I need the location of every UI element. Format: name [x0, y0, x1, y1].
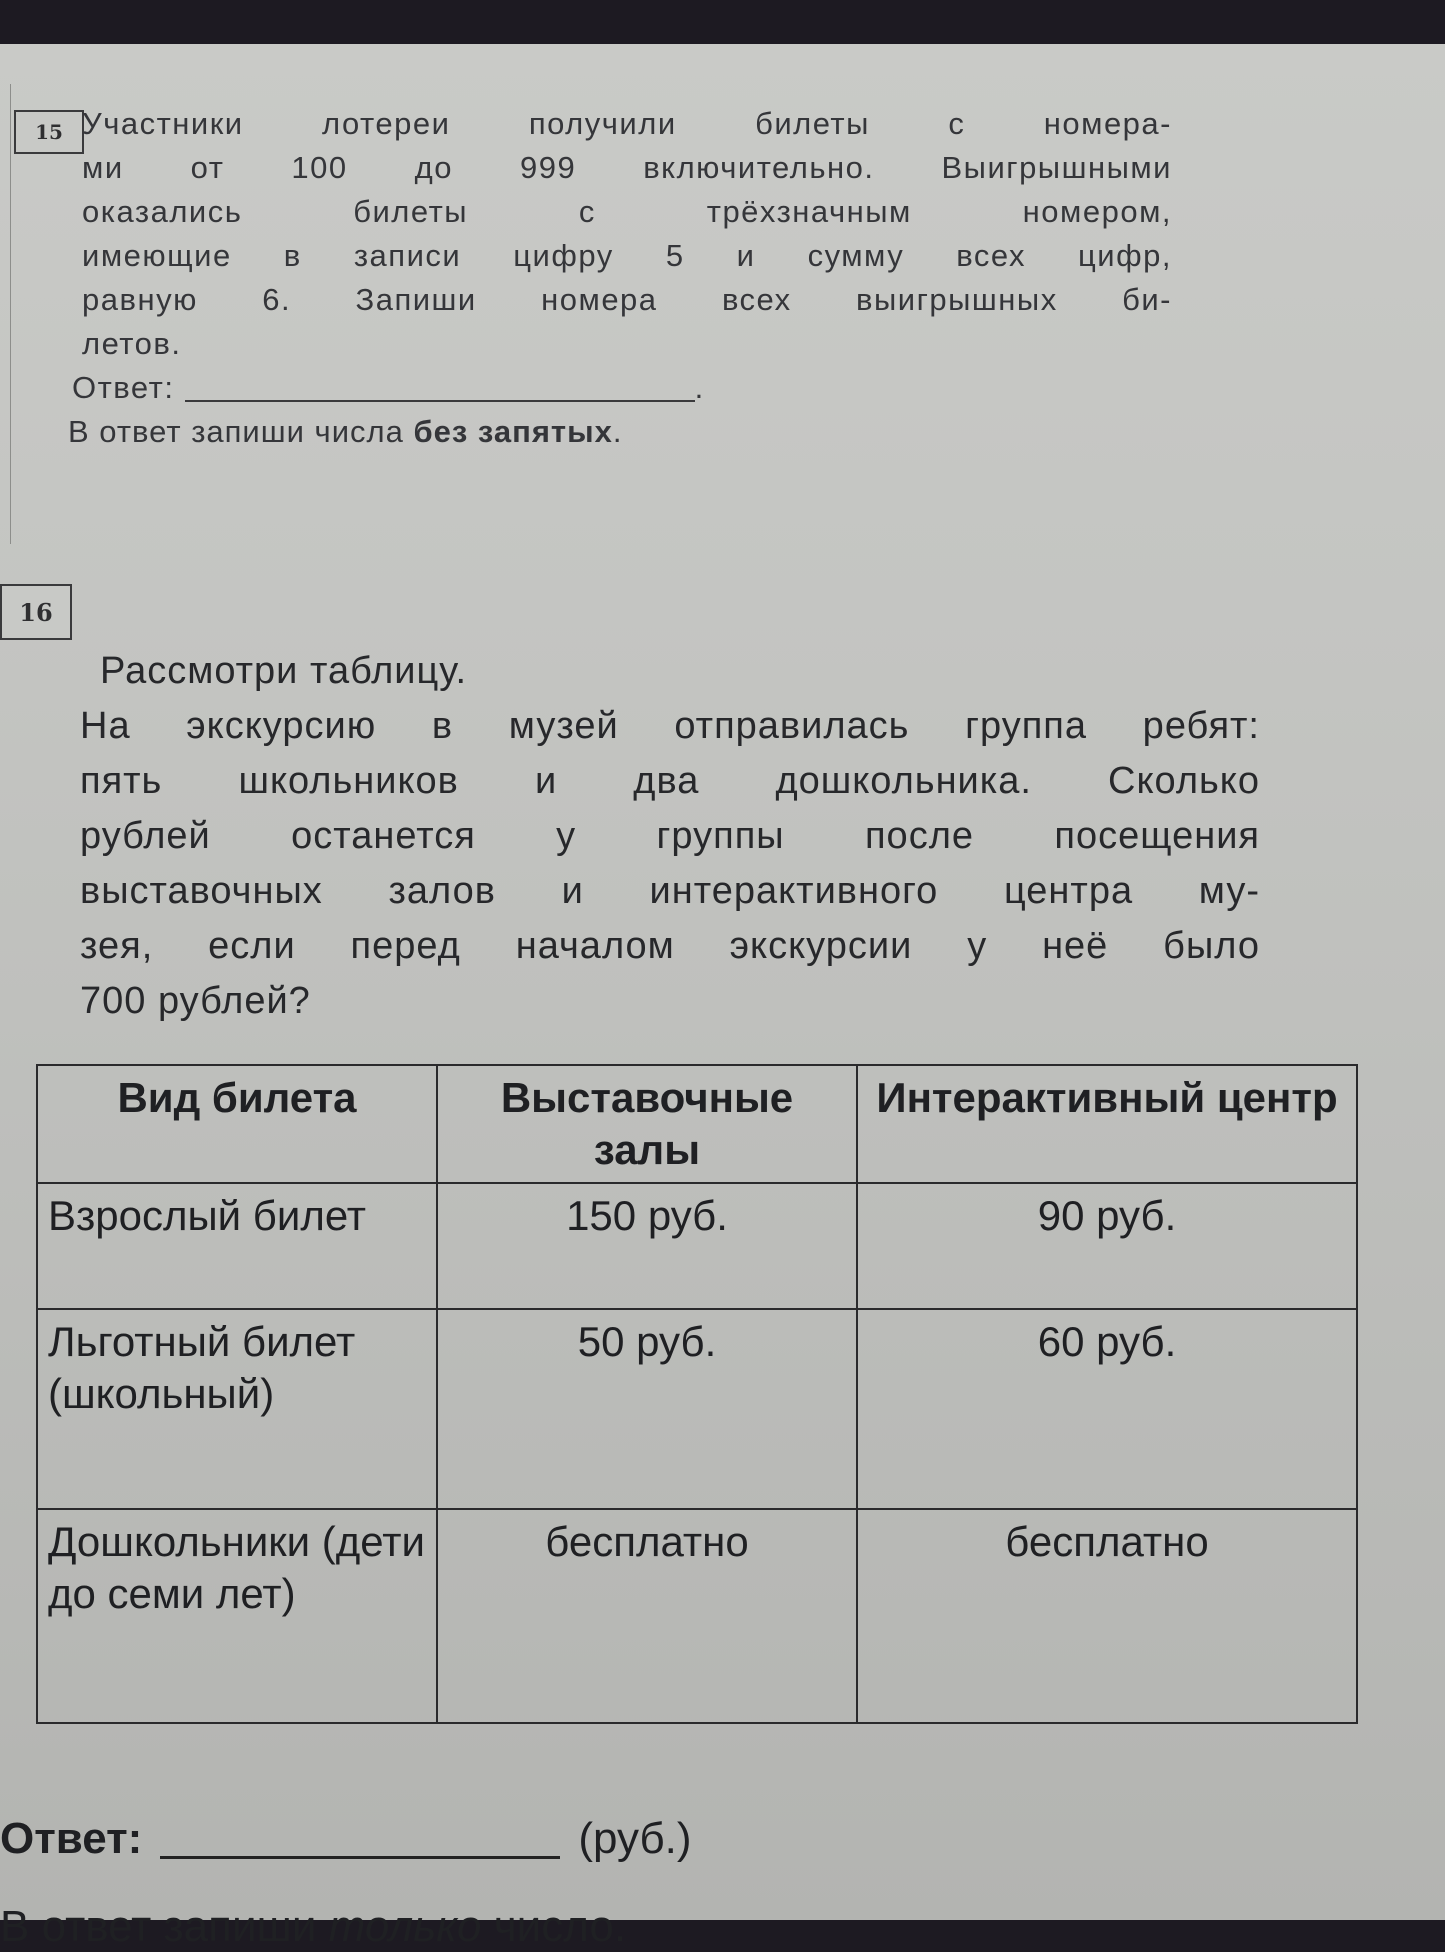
ticket-type-cell: Дошкольники (дети до семи лет) [37, 1509, 437, 1723]
table-header: Выставочные залы [437, 1065, 857, 1183]
table-row [37, 1509, 1357, 1723]
task-15-note-end: . [612, 414, 623, 449]
ticket-type-cell: Льготный билет (школьный) [37, 1309, 437, 1509]
task-16-answer-label: Ответ: [0, 1814, 143, 1863]
table-row [37, 1309, 1357, 1509]
task-16-answer-row [0, 1814, 692, 1864]
task-15-line: равную 6. Запиши номера всех выигрышных би- [82, 282, 1172, 317]
halls-price-cell: 50 руб. [437, 1309, 857, 1509]
task-15-line: имеющие в записи цифру 5 и сумму всех цифр, [82, 238, 1172, 273]
task-16-line: рублей останется у группы после посещения [80, 815, 1260, 857]
table-header-row [37, 1065, 1357, 1183]
halls-price-cell: бесплатно [437, 1509, 857, 1723]
task-15-note-start: В ответ запиши числа [68, 414, 414, 449]
table-header: Вид билета [37, 1065, 437, 1183]
task-16-note-start: В ответ запиши [0, 1902, 329, 1951]
ticket-price-table [36, 1064, 1358, 1724]
center-price-cell: 90 руб. [857, 1183, 1357, 1309]
task-15-line: ми от 100 до 999 включительно. Выигрышными [82, 150, 1172, 185]
task-16-line: На экскурсию в музей отправилась группа ребят: [80, 705, 1260, 747]
task-15-number: 15 [14, 110, 84, 154]
halls-price-cell: 150 руб. [437, 1183, 857, 1309]
task-16-answer-unit: (руб.) [578, 1814, 692, 1863]
task-15-answer-row [72, 366, 1172, 410]
task-15-line: Участники лотереи получили билеты с номера- [82, 106, 1172, 141]
task-15-answer-label: Ответ: [72, 370, 175, 405]
ticket-type-cell: Взрослый билет [37, 1183, 437, 1309]
task-16-text [80, 644, 1260, 1029]
task-15-note-bold: без запятых [413, 414, 613, 449]
task-16-note-end: число. [481, 1902, 627, 1951]
table-header: Интерактивный центр [857, 1065, 1357, 1183]
task-15-answer-end: . [694, 370, 705, 405]
task-15-line: летов. [82, 326, 182, 361]
task-15-answer-field[interactable] [185, 368, 695, 402]
task-16-line: зея, если перед началом экскурсии у неё было [80, 925, 1260, 967]
task-15-note [68, 410, 1172, 454]
task-16-line: пять школьников и два дошкольника. Сколько [80, 760, 1260, 802]
task-15-line: оказались билеты с трёхзначным номером, [82, 194, 1172, 229]
task-16-number: 16 [0, 584, 72, 640]
task-16-note-italic: только [328, 1902, 482, 1951]
center-price-cell: бесплатно [857, 1509, 1357, 1723]
task-16-line: 700 рублей? [80, 980, 311, 1022]
task-16-line: Рассмотри таблицу. [100, 650, 468, 692]
margin-line [10, 84, 11, 544]
task-16-line: выставочных залов и интерактивного центра му- [80, 870, 1260, 912]
table-row [37, 1183, 1357, 1309]
task-16-answer-field[interactable] [160, 1816, 560, 1859]
worksheet-page [0, 44, 1445, 1951]
center-price-cell: 60 руб. [857, 1309, 1357, 1509]
task-15-text [68, 102, 1172, 454]
task-16-note [0, 1902, 626, 1952]
